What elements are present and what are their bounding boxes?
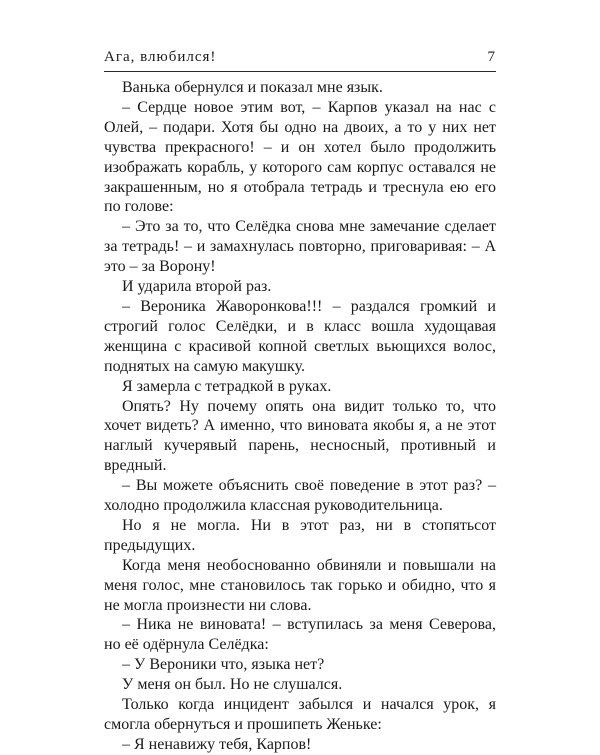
paragraph: – Сердце новое этим вот, – Карпов указал на нас с Олей, – подари. Хотя бы одно на двоих, а то у них нет чувства прекрасного! – и он хотел было продолжить изображать корабль, у которого сам корпус оставался не закрашенным, но я отобрала тетрадь и треснула ею его по голове:	[104, 98, 496, 216]
paragraph: Только когда инцидент забылся и начался урок, я смогла обернуться и прошипеть Женьке:	[104, 696, 496, 733]
paragraph: – Ника не виновата! – вступилась за меня Северова, но её одёрнула Селёдка:	[104, 616, 496, 654]
running-title: Ага, влюбился!	[104, 49, 217, 65]
paragraph: Ванька обернулся и показал мне язык.	[122, 79, 383, 96]
paragraph: У меня он был. Но не слушался.	[122, 676, 343, 694]
page-number: 7	[487, 49, 496, 65]
paragraph: – Вероника Жаворонкова!!! – раздался громкий и строгий голос Селёдки, и в класс вошла худощавая женщина с красивой копной светлых вьющихся волос, поднятых на самую макушку.	[104, 297, 496, 375]
paragraph: – Я ненавижу тебя, Карпов!	[122, 735, 312, 753]
body-text	[104, 78, 496, 755]
paragraph: – У Вероники что, языка нет?	[122, 656, 325, 674]
running-header	[104, 42, 496, 66]
paragraph: Но я не могла. Ни в этот раз, ни в стопятьсот предыдущих.	[104, 516, 496, 554]
paragraph: Я замерла с тетрадкой в руках.	[122, 377, 332, 395]
paragraph: И ударила второй раз.	[122, 278, 272, 296]
paragraph: Опять? Ну почему опять она видит только то, что хочет видеть? А именно, что виновата якобы я, а не этот наглый кучерявый парень, несносный, противный и вредный.	[104, 397, 496, 475]
paragraph: – Вы можете объяснить своё поведение в этот раз? – холодно продолжила классная руководительница.	[104, 477, 496, 515]
paragraph: – Это за то, что Селёдка снова мне замечание сделает за тетрадь! – и замахнулась повторно, приговаривая: – А это – за Ворону!	[104, 218, 496, 276]
paragraph: Когда меня необоснованно обвиняли и повышали на меня голос, мне становилось так горько и обидно, что я не могла произнести ни слова.	[104, 556, 496, 614]
header-rule	[104, 71, 496, 72]
